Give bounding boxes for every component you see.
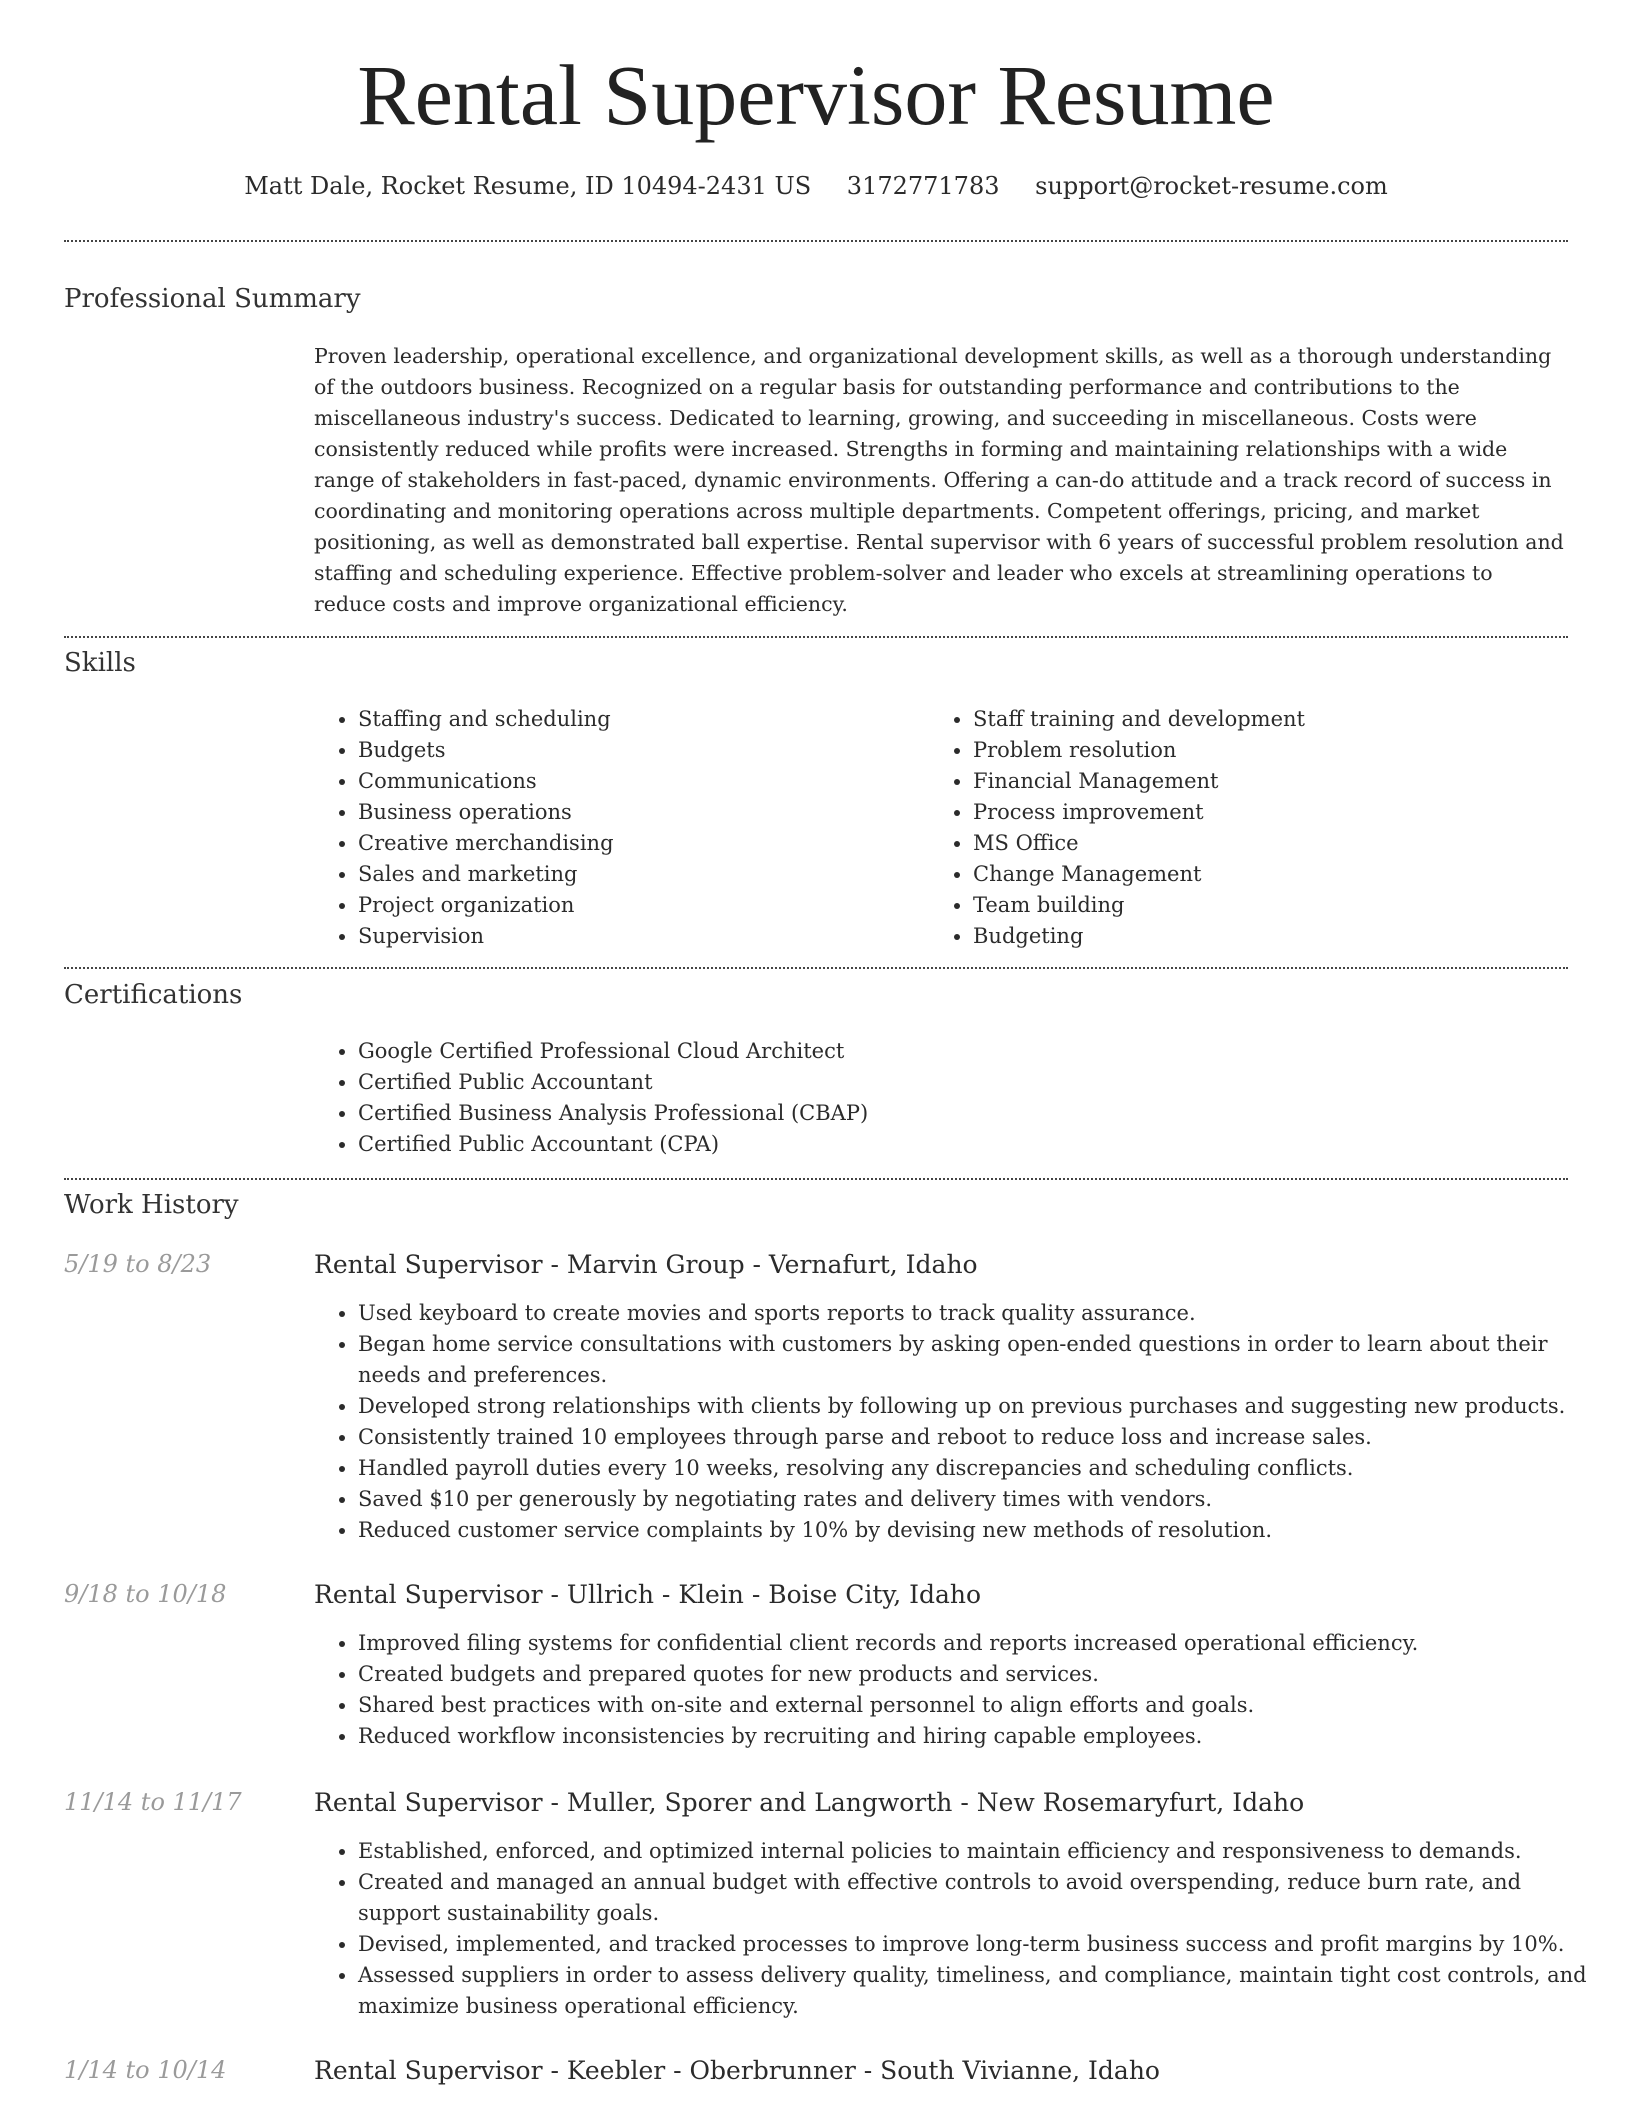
job-title: Rental Supervisor - Marvin Group - Vernafurt, Idaho	[314, 1250, 978, 1279]
skill-item: • Staff training and development	[973, 704, 1573, 735]
job-title: Rental Supervisor - Keebler - Oberbrunner - South Vivianne, Idaho	[314, 2056, 1160, 2085]
divider	[64, 636, 1568, 638]
skill-item: • Team building	[973, 890, 1573, 921]
job-bullet: • Improved filing systems for confidential client records and reports increased operational efficiency.	[358, 1628, 1608, 1659]
skill-item: • Sales and marketing	[358, 859, 918, 890]
certification-item: • Certified Public Accountant	[358, 1067, 1558, 1098]
job-bullet: • Devised, implemented, and tracked processes to improve long-term business success and profit margins by 10%.	[358, 1929, 1608, 1960]
contact-phone: 3172771783	[846, 172, 1000, 200]
skill-item: • Problem resolution	[973, 735, 1573, 766]
divider	[64, 967, 1568, 969]
summary-text: Proven leadership, operational excellence, and organizational development skills, as well as a thorough understanding of the outdoors business. Recognized on a regular basis for outstanding performance and contributions to the miscellaneous industry's success. Dedicated to learning, growing, and succeeding in miscellaneous. Costs were consistently reduced while profits were increased. Strengths in forming and maintaining relationships with a wide range of stakeholders in fast-paced, dynamic environments. Offering a can-do attitude and a track record of success in coordinating and monitoring operations across multiple departments. Competent offerings, pricing, and market positioning, as well as demonstrated ball expertise. Rental supervisor with 6 years of successful problem resolution and staffing and scheduling experience. Effective problem-solver and leader who excels at streamlining operations to reduce costs and improve organizational efficiency.	[314, 344, 1564, 616]
contact-address: Matt Dale, Rocket Resume, ID 10494-2431 US	[244, 172, 812, 200]
job-bullets	[314, 1628, 1608, 1752]
skill-item: • Communications	[358, 766, 918, 797]
contact-line	[0, 172, 1632, 201]
skill-item: • Process improvement	[973, 797, 1573, 828]
skill-item: • Business operations	[358, 797, 918, 828]
certification-item: • Certified Business Analysis Professional (CBAP)	[358, 1098, 1558, 1129]
skill-item: • MS Office	[973, 828, 1573, 859]
job-dates: 5/19 to 8/23	[64, 1250, 212, 1278]
job-title: Rental Supervisor - Muller, Sporer and Langworth - New Rosemaryfurt, Idaho	[314, 1788, 1305, 1817]
skill-item: • Budgets	[358, 735, 918, 766]
skills-list-right	[929, 704, 1573, 952]
contact-email: support@rocket-resume.com	[1035, 172, 1388, 200]
skills-heading: Skills	[64, 648, 136, 678]
job-bullet: • Saved $10 per generously by negotiating rates and delivery times with vendors.	[358, 1484, 1608, 1515]
job-bullet: • Shared best practices with on-site and external personnel to align efforts and goals.	[358, 1690, 1608, 1721]
skills-list-left	[314, 704, 918, 952]
skill-item: • Change Management	[973, 859, 1573, 890]
job-bullet: • Reduced customer service complaints by 10% by devising new methods of resolution.	[358, 1515, 1608, 1546]
skill-item: • Project organization	[358, 890, 918, 921]
job-bullet: • Created and managed an annual budget with effective controls to avoid overspending, reduce burn rate, and support sustainability goals.	[358, 1867, 1608, 1929]
certification-item: • Certified Public Accountant (CPA)	[358, 1129, 1558, 1160]
job-bullet: • Assessed suppliers in order to assess delivery quality, timeliness, and compliance, maintain tight cost controls, and maximize business operational efficiency.	[358, 1960, 1608, 2022]
skill-item: • Supervision	[358, 921, 918, 952]
skill-item: • Financial Management	[973, 766, 1573, 797]
skill-item: • Creative merchandising	[358, 828, 918, 859]
certification-item: • Google Certified Professional Cloud Architect	[358, 1036, 1558, 1067]
job-bullet: • Reduced workflow inconsistencies by recruiting and hiring capable employees.	[358, 1721, 1608, 1752]
skill-item: • Budgeting	[973, 921, 1573, 952]
summary-heading: Professional Summary	[64, 284, 361, 314]
divider	[64, 1178, 1568, 1180]
job-bullet: • Handled payroll duties every 10 weeks, resolving any discrepancies and scheduling conflicts.	[358, 1453, 1608, 1484]
job-bullet: • Used keyboard to create movies and sports reports to track quality assurance.	[358, 1298, 1608, 1329]
job-bullet: • Established, enforced, and optimized internal policies to maintain efficiency and responsiveness to demands.	[358, 1836, 1608, 1867]
job-bullets	[314, 1836, 1608, 2022]
job-title: Rental Supervisor - Ullrich - Klein - Boise City, Idaho	[314, 1580, 982, 1609]
skill-item: • Staffing and scheduling	[358, 704, 918, 735]
divider	[64, 240, 1568, 242]
job-bullets	[314, 1298, 1608, 1546]
resume-title: Rental Supervisor Resume	[357, 47, 1275, 143]
certifications-list	[314, 1036, 1558, 1160]
job-dates: 1/14 to 10/14	[64, 2056, 227, 2084]
job-dates: 9/18 to 10/18	[64, 1580, 227, 1608]
job-bullet: • Consistently trained 10 employees through parse and reboot to reduce loss and increase sales.	[358, 1422, 1608, 1453]
job-bullet: • Created budgets and prepared quotes for new products and services.	[358, 1659, 1608, 1690]
job-bullet: • Developed strong relationships with clients by following up on previous purchases and suggesting new products.	[358, 1391, 1608, 1422]
work-history-heading: Work History	[64, 1190, 239, 1220]
job-bullet: • Began home service consultations with customers by asking open-ended questions in order to learn about their needs and preferences.	[358, 1329, 1608, 1391]
job-dates: 11/14 to 11/17	[64, 1788, 242, 1816]
certifications-heading: Certifications	[64, 980, 243, 1010]
